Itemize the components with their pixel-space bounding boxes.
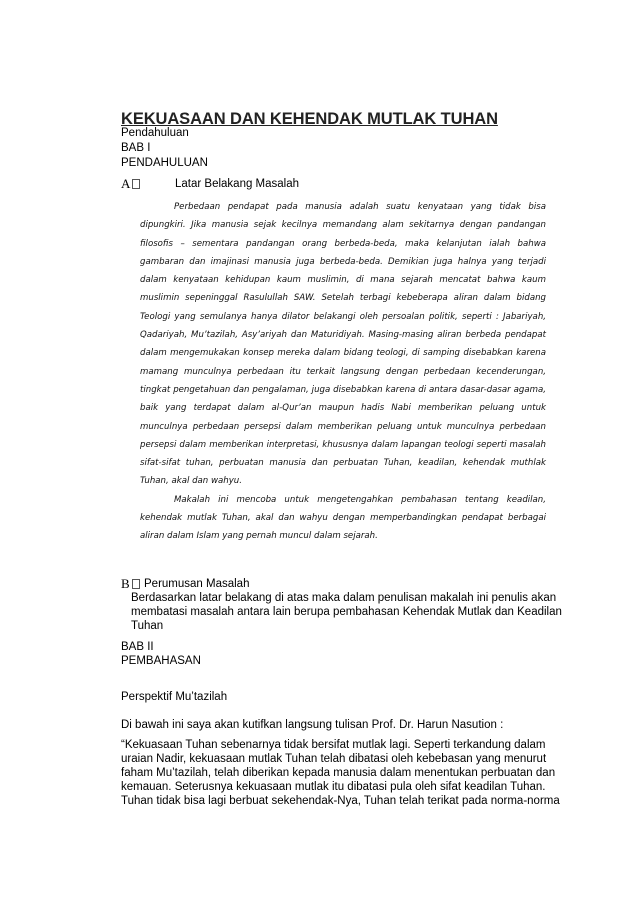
pre-heading-bab-1: BAB I [121, 142, 151, 154]
section-a-marker [121, 176, 140, 192]
document-title: KEKUASAAN DAN KEHENDAK MUTLAK TUHAN [121, 110, 498, 128]
intro-line: Di bawah ini saya akan kutifkan langsung tulisan Prof. Dr. Harun Nasution : [121, 719, 504, 731]
section-a-body [140, 198, 546, 546]
quote-line-3: faham Mu’tazilah, telah diberikan kepada manusia dalam menentukan perbuatan dan [121, 767, 556, 779]
quote-line-2: uraian Nadir, kekuasaan mutlak Tuhan telah dibatasi oleh kebebasan yang menurut [121, 753, 547, 765]
section-b-text-line-2: membatasi masalah antara lain berupa pembahasan Kehendak Mutlak dan Keadilan [131, 606, 562, 618]
missing-glyph-box-icon [132, 179, 140, 189]
missing-glyph-box-icon [132, 579, 140, 589]
quote-line-1: “Kekuasaan Tuhan sebenarnya tidak bersifat mutlak lagi. Seperti terkandung dalam [121, 739, 546, 751]
section-b-marker [121, 576, 140, 592]
section-b-text-line-1: Berdasarkan latar belakang di atas maka dalam penulisan makalah ini penulis akan [131, 592, 557, 604]
section-b-heading: Perumusan Masalah [144, 578, 250, 590]
quote-line-5: Tuhan tidak bisa lagi berbuat sekehendak-Nya, Tuhan telah terikat pada norma-norma [121, 795, 560, 807]
section-b-letter: B [121, 576, 130, 591]
pembahasan-heading: PEMBAHASAN [121, 655, 201, 667]
bab-2-heading: BAB II [121, 641, 154, 653]
section-a-letter: A [121, 176, 131, 191]
pre-heading-pendahuluan: Pendahuluan [121, 127, 189, 139]
quote-line-4: kemauan. Seterusnya kekuasaan mutlak itu dibatasi pula oleh sifat keadilan Tuhan. [121, 781, 546, 793]
section-a-heading: Latar Belakang Masalah [175, 178, 300, 190]
pre-heading-pendahuluan-caps: PENDAHULUAN [121, 157, 208, 169]
perspective-heading: Perspektif Mu’tazilah [121, 691, 228, 703]
section-b-text-line-3: Tuhan [131, 620, 164, 632]
section-a-paragraph-1: Perbedaan pendapat pada manusia adalah suatu kenyataan yang tidak bisa dipungkiri. Jika manusia sejak kecilnya memandang alam sekitarnya dengan pandangan filosofis – sementara pandangan orang berbeda-beda, maka kelanjutan ialah bahwa gambaran dan imajinasi manusia juga berbeda-beda. Demikian juga halnya yang terjadi dalam kenyataan kehidupan kaum muslimin, di mana sejarah mencatat bahwa kaum muslimin sepeninggal Rasulullah SAW. Setelah terbagi kebeberapa aliran dalam bidang Teologi yang semulanya hanya dilator belakangi oleh persoalan politik, seperti : Jabariyah, Qadariyah, Mu’tazilah, Asy’ariyah dan Maturidiyah. Masing-masing aliran berbeda pendapat dalam mengemukakan konsep mereka dalam bidang teologi, di samping disebabkan karena mamang munculnya perbedaan itu terkait langsung dengan perbedaan kecenderungan, tingkat pengetahuan dan pengalaman, juga disebabkan karena di antara dasar-dasar agama, baik yang terdapat dalam al-Qur’an maupun hadis Nabi memberikan peluang untuk munculnya perbedaan persepsi dalam memberikan peluang untuk munculnya perbedaan persepsi dalam memberikan interpretasi, khususnya dalam lapangan teologi seperti masalah sifat-sifat tuhan, perbuatan manusia dan perbuatan Tuhan, keadilan, kehendak muthlak Tuhan, akal dan wahyu. [140, 202, 546, 487]
section-a-paragraph-2: Makalah ini mencoba untuk mengetengahkan pembahasan tentang keadilan, kehendak mutlak Tuhan, akal dan wahyu dengan memperbandingkan pendapat berbagai aliran dalam Islam yang pernah muncul dalam sejarah. [140, 494, 546, 542]
